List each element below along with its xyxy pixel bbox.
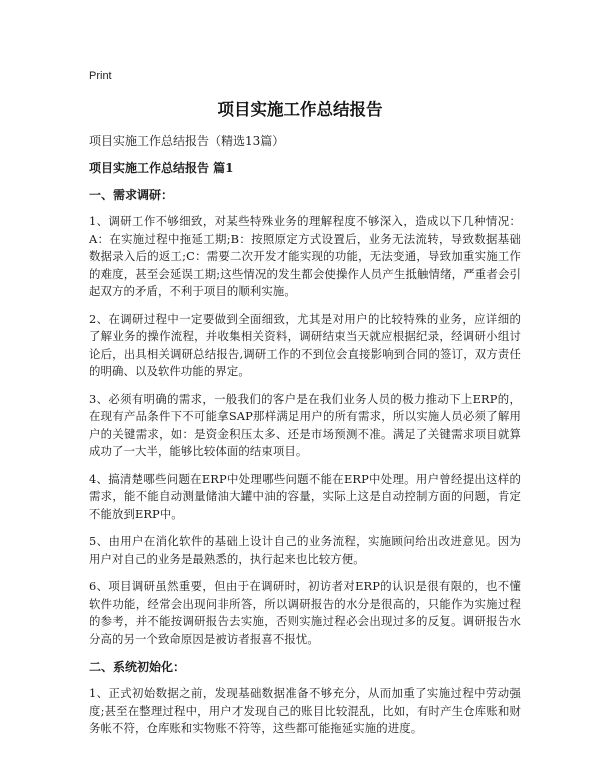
document-body bbox=[89, 132, 521, 748]
page-title: 项目实施工作总结报告 bbox=[217, 100, 383, 119]
paragraph: 5、由用户在消化软件的基础上设计自己的业务流程，实施顾问给出改进意见。因为用户对自己的业务是最熟悉的，执行起来也比较方便。 bbox=[89, 534, 521, 566]
paragraph: 1、调研工作不够细致，对某些特殊业务的理解程度不够深入，造成以下几种情况：A：在实施过程中拖延工期;B：按照原定方式设置后，业务无法流转，导致数据基础数据录入后的返工;C：需要二次开发才能实现的功能，无法变通，导致加重实施工作的难度，甚至会延误工期;这些情况的发生都会使操作人员产生抵触情绪，严重者会引起双方的矛盾，不利于项目的顺利实施。 bbox=[89, 214, 521, 298]
document-subtitle: 项目实施工作总结报告（精选13篇） bbox=[89, 134, 285, 148]
paragraph: 1、正式初始数据之前，发现基础数据准备不够充分，从而加重了实施过程中劳动强度;甚至在整理过程中，用户才发现自己的账目比较混乱，比如，有时产生仓库账和财务帐不符，仓库账和实物账不符等，这些都可能拖延实施的进度。 bbox=[89, 686, 521, 735]
paragraph: 3、必须有明确的需求，一般我们的客户是在我们业务人员的极力推动下上ERP的，在现有产品条件下不可能拿SAP那样满足用户的所有需求，所以实施人员必须了解用户的关键需求，如：是资金积压太多、还是市场预测不准。满足了关键需求项目就算成功了一大半，能够比较体面的结束项目。 bbox=[89, 391, 521, 458]
paragraph: 4、搞清楚哪些问题在ERP中处理哪些问题不能在ERP中处理。用户曾经提出这样的需求，能不能自动测量储油大罐中油的容量，实际上这是自动控制方面的问题，肯定不能放到ERP中。 bbox=[89, 471, 521, 521]
article-title: 项目实施工作总结报告 篇1 bbox=[89, 161, 234, 175]
section-heading: 二、系统初始化： bbox=[89, 660, 186, 674]
section-heading: 一、需求调研： bbox=[89, 188, 174, 202]
section-requirements bbox=[89, 186, 521, 648]
print-label: Print bbox=[89, 70, 112, 82]
paragraph: 6、项目调研虽然重要，但由于在调研时，初访者对ERP的认识是很有限的，也不懂软件功能，经常会出现问非所答，所以调研报告的水分是很高的，只能作为实施过程的参考，并不能按调研报告去实施，否则实施过程必会出现过多的反复。调研报告水分高的另一个致命原因是被访者报喜不报忧。 bbox=[89, 579, 521, 646]
paragraph: 2、在调研过程中一定要做到全面细致，尤其是对用户的比较特殊的业务，应详细的了解业务的操作流程，并收集相关资料，调研结束当天就应根据纪录，经调研小组讨论后，出具相关调研总结报告,调研工作的不到位会直接影响到合同的签订，双方责任的明确、以及软件功能的界定。 bbox=[89, 311, 521, 378]
section-initialization bbox=[89, 658, 521, 738]
